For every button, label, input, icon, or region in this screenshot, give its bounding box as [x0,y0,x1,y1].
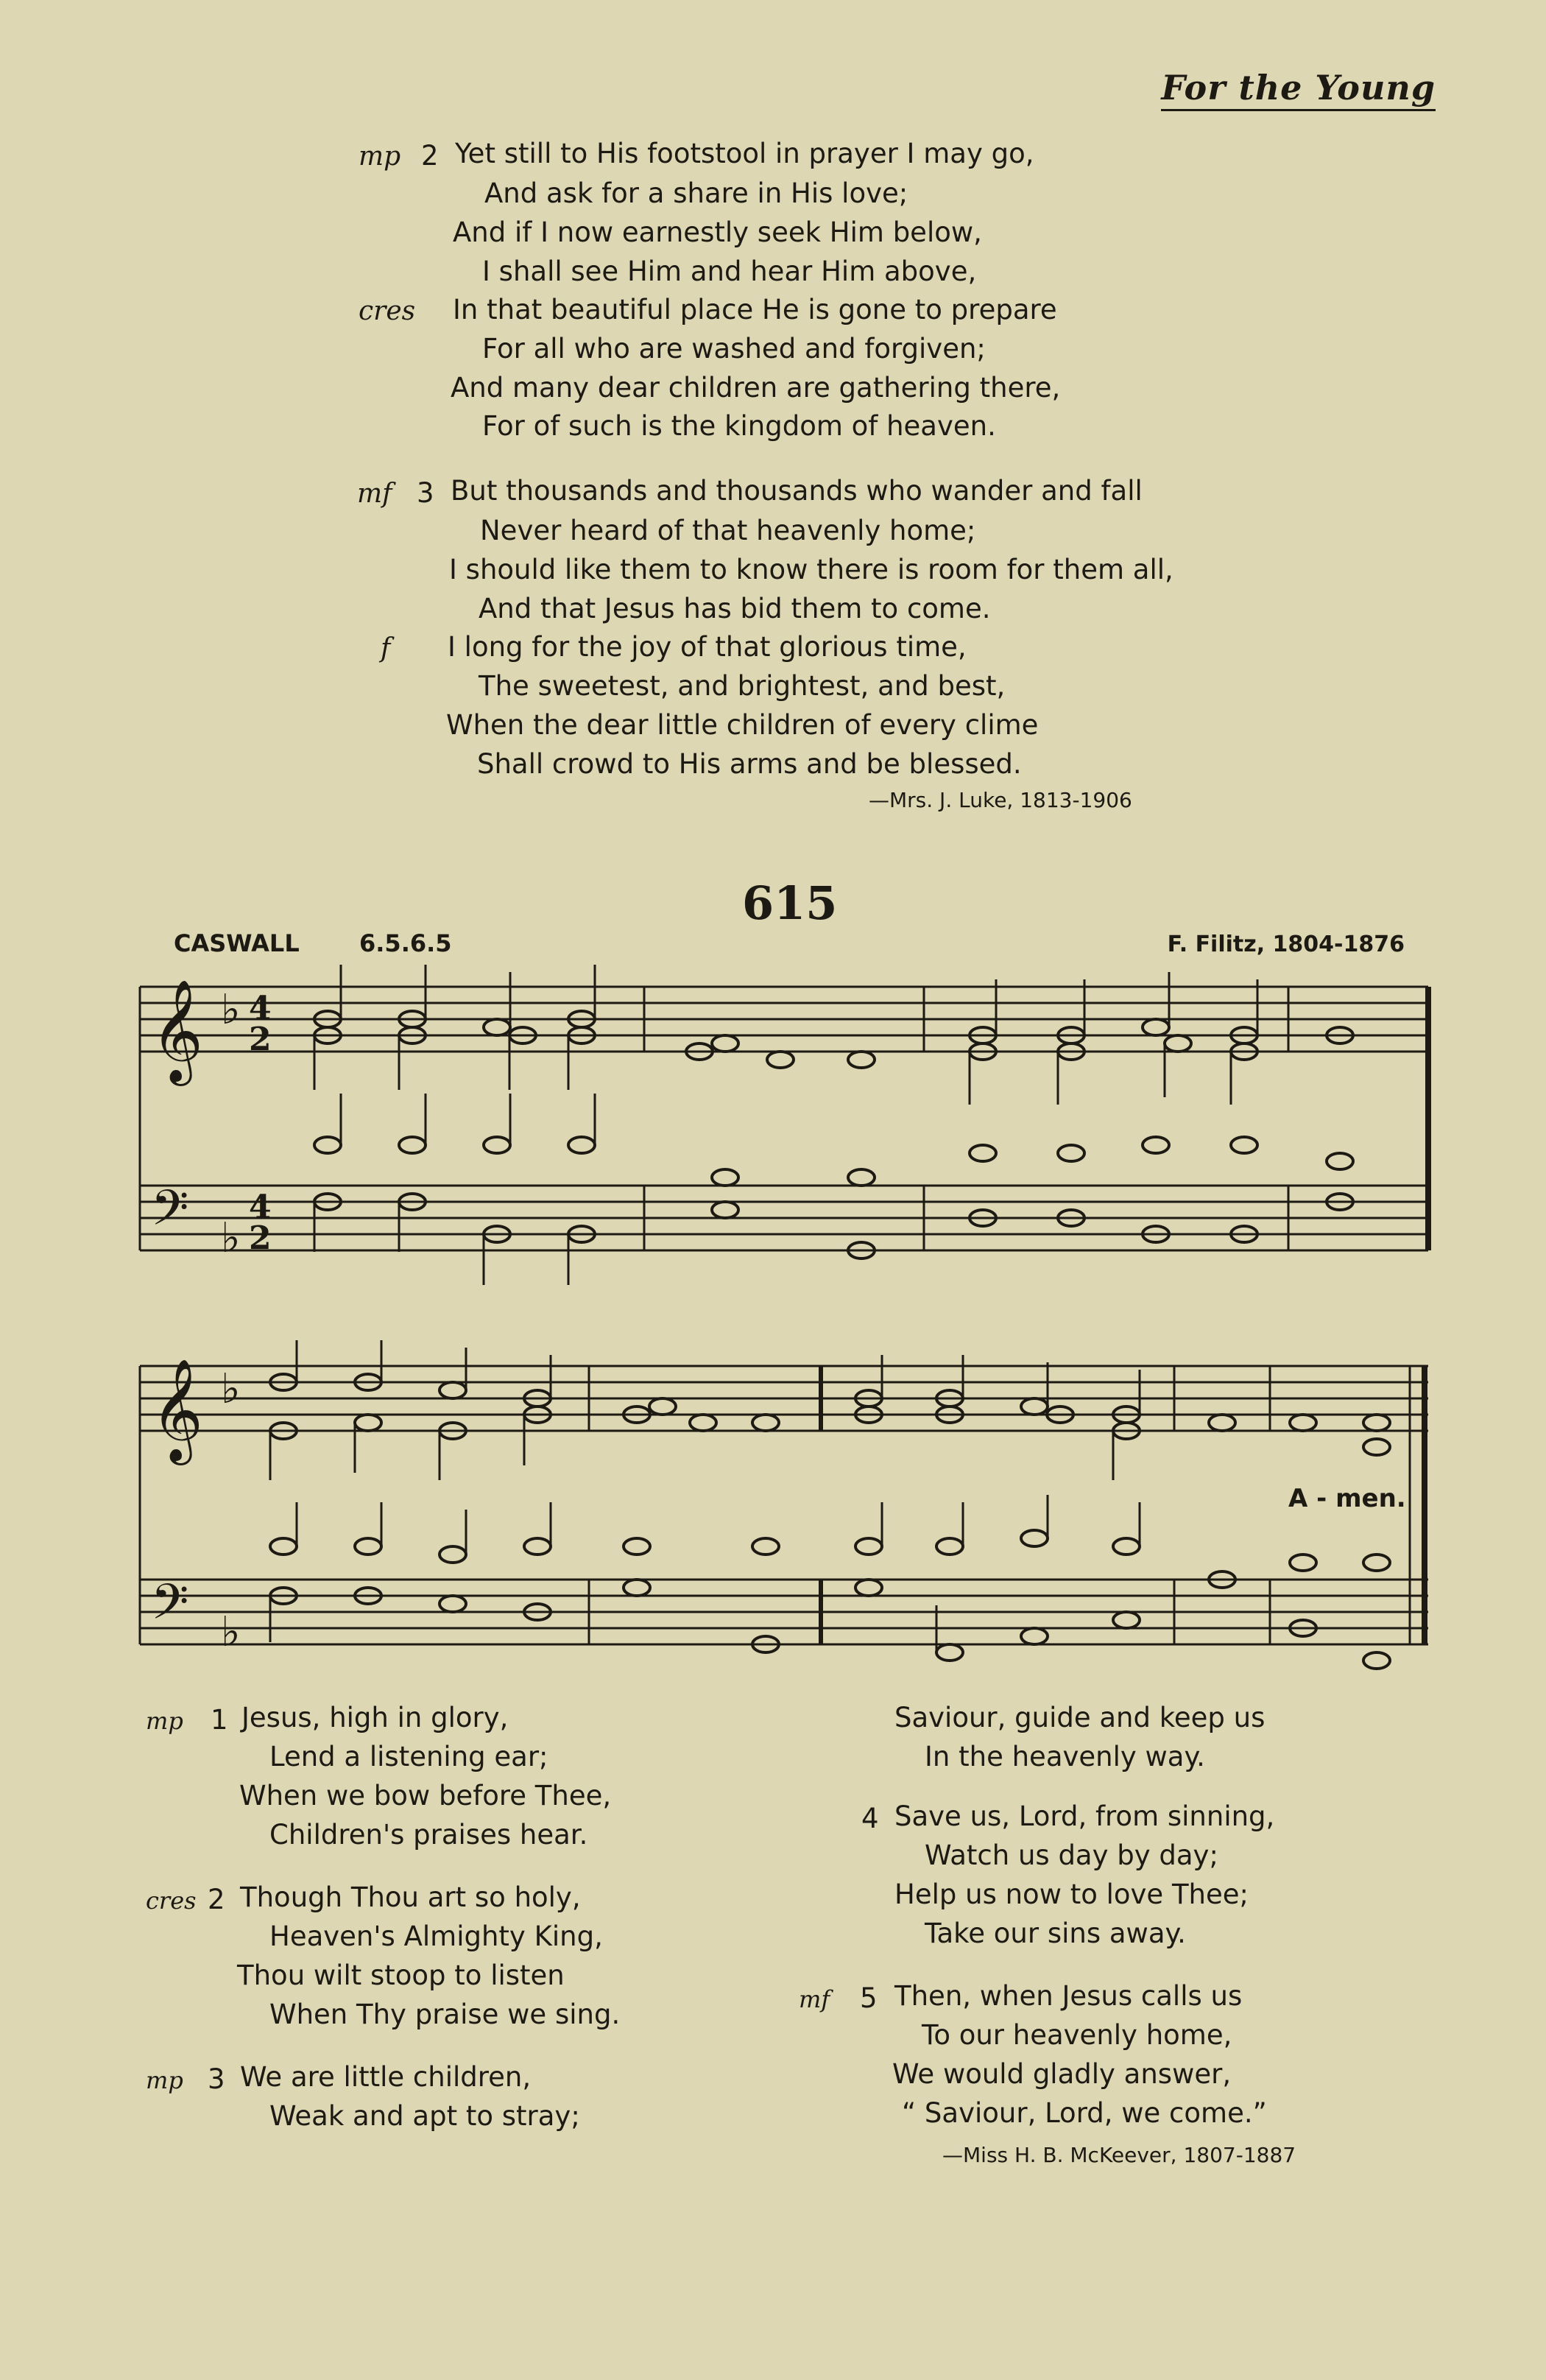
verse-number: 1 [211,1704,228,1736]
verse-line: Watch us day by day; [925,1839,1218,1871]
tune-name: CASWALL [174,929,300,957]
composer: F. Filitz, 1804-1876 [1167,932,1405,957]
verse-line: I should like them to know there is room for them all, [449,554,1173,585]
svg-text:2: 2 [249,1021,272,1058]
noteheads [270,1011,1390,1669]
meter: 6.5.6.5 [359,929,452,957]
verse-line: Heaven's Almighty King, [269,1920,603,1952]
verse-line: Saviour, guide and keep us [894,1702,1266,1733]
verse-line: And that Jesus has bid them to come. [479,593,991,624]
verse-line: When Thy praise we sing. [269,1999,621,2030]
verse-line: To our heavenly home, [922,2019,1232,2051]
verse-line: And many dear children are gathering there, [451,372,1061,404]
svg-text:♭: ♭ [221,1365,241,1413]
verse-number: 4 [861,1803,879,1834]
verse-line: And if I now earnestly seek Him below, [453,216,982,248]
svg-text:♭: ♭ [221,986,241,1034]
verse-line: In the heavenly way. [925,1741,1205,1772]
hymn-number: 615 [742,876,838,930]
verse-line: Help us now to love Thee; [894,1879,1249,1910]
verse-line: Thou wilt stoop to listen [237,1960,565,1991]
svg-text:2: 2 [249,1219,272,1257]
verse-number: 5 [860,1982,878,2014]
verse-line: In that beautiful place He is gone to prepare [453,294,1057,325]
verse-line: I shall see Him and hear Him above, [482,256,977,287]
dynamic-mark: mp [146,1707,183,1735]
verse-line: Jesus, high in glory, [241,1702,509,1733]
verse-line: Though Thou art so holy, [240,1881,581,1913]
running-head: For the Young [1161,68,1436,111]
verse-line: Weak and apt to stray; [269,2100,580,2132]
verse-line: Save us, Lord, from sinning, [894,1800,1275,1832]
verse-line: For all who are washed and forgiven; [482,333,986,365]
svg-text:4: 4 [249,990,272,1027]
dynamic-mark: mp [359,141,401,172]
verse-line: Then, when Jesus calls us [894,1980,1243,2012]
svg-text:𝄞: 𝄞 [151,1359,203,1461]
verse-line: We would gladly answer, [892,2058,1232,2090]
dynamic-mark: f [381,633,391,663]
verse-line: And ask for a share in His love; [484,177,908,209]
verse-line: Take our sins away. [925,1918,1186,1949]
svg-text:𝄢: 𝄢 [151,1574,189,1642]
verse-line: Lend a listening ear; [269,1741,548,1772]
verse-number: 3 [208,2063,225,2095]
verse-line: When we bow before Thee, [239,1780,612,1812]
amen-lyric: A - men. [1288,1484,1406,1513]
stems [270,965,1257,1652]
svg-text:𝄞: 𝄞 [151,979,203,1082]
verse-line: Never heard of that heavenly home; [480,515,976,546]
verse-line: The sweetest, and brightest, and best, [479,670,1006,702]
svg-text:♭: ♭ [221,1608,241,1656]
author-attribution: —Mrs. J. Luke, 1813-1906 [869,788,1132,812]
dynamic-mark: cres [359,296,416,326]
author-attribution: —Miss H. B. McKeever, 1807-1887 [942,2143,1296,2167]
verse-line: When the dear little children of every clime [446,709,1039,741]
verse-line: Shall crowd to His arms and be blessed. [477,748,1022,780]
svg-text:♭: ♭ [221,1214,241,1262]
verse-line: Children's praises hear. [269,1819,588,1851]
verse-number: 2 [208,1884,225,1915]
staff-system-2 [140,1366,1428,1644]
verse-number: 3 [417,477,434,509]
verse-line: Yet still to His footstool in prayer I may go, [455,138,1034,169]
dynamic-mark: mf [799,1985,830,2013]
svg-text:4: 4 [249,1189,272,1226]
verse-number: 2 [421,140,439,172]
verse-line: “ Saviour, Lord, we come.” [902,2097,1267,2129]
verse-line: I long for the joy of that glorious time, [448,631,967,663]
verse-line: We are little children, [240,2061,532,2093]
dynamic-mark: mp [146,2066,183,2094]
verse-line: But thousands and thousands who wander and fall [451,475,1143,507]
verse-line: For of such is the kingdom of heaven. [482,410,996,442]
svg-text:𝄢: 𝄢 [151,1180,189,1248]
dynamic-mark: mf [357,479,392,509]
dynamic-mark: cres [146,1887,197,1915]
